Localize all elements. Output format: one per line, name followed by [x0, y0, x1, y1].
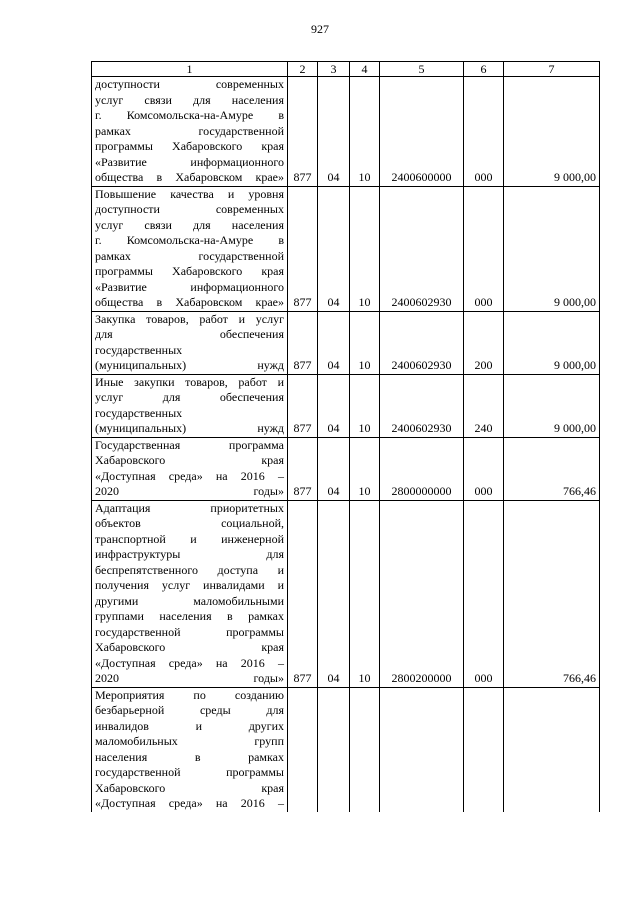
cell-code: [288, 687, 318, 812]
name-line: общества в Хабаровском крае»: [95, 170, 284, 184]
cell-name: [92, 374, 288, 437]
name-line: маломобильных групп: [95, 734, 284, 748]
name-line: населения в рамках: [95, 749, 284, 764]
name-line: государственных: [95, 405, 183, 420]
name-line: «Развитие информационного: [95, 279, 284, 294]
cell-name: [92, 500, 288, 687]
cell-expense-type: 000: [464, 437, 504, 500]
header-cell: 5: [380, 62, 464, 77]
name-line: государственной программы: [95, 765, 284, 779]
cell-target-article: 2400602930: [380, 374, 464, 437]
cell-subsection: [350, 687, 380, 812]
name-line: другими маломобильными: [95, 593, 284, 608]
table-row: [92, 374, 600, 437]
name-line: услуг связи для населения: [95, 217, 284, 232]
cell-code: 877: [288, 186, 318, 311]
name-line: общества в Хабаровском крае»: [95, 295, 284, 309]
table-row: [92, 77, 600, 187]
name-line: государственных: [95, 342, 183, 357]
budget-table: [91, 61, 600, 812]
table-header-row: [92, 62, 600, 77]
cell-name: [92, 311, 288, 374]
name-line: (муниципальных) нужд: [95, 358, 284, 372]
header-cell: 2: [288, 62, 318, 77]
cell-section: 04: [318, 186, 350, 311]
header-cell: 3: [318, 62, 350, 77]
name-line: программы Хабаровского края: [95, 139, 284, 153]
cell-subsection: 10: [350, 77, 380, 187]
cell-target-article: 2400600000: [380, 77, 464, 187]
name-line: инвалидов и других: [95, 718, 284, 733]
name-line: доступности современных: [95, 77, 284, 91]
cell-amount: [504, 687, 600, 812]
cell-amount: 9 000,00: [504, 374, 600, 437]
cell-name: [92, 186, 288, 311]
cell-code: 877: [288, 374, 318, 437]
cell-subsection: 10: [350, 437, 380, 500]
header-cell: 7: [504, 62, 600, 77]
cell-name: [92, 687, 288, 812]
cell-target-article: 2400602930: [380, 186, 464, 311]
cell-subsection: 10: [350, 374, 380, 437]
cell-expense-type: [464, 687, 504, 812]
name-line: Хабаровского края: [95, 640, 284, 654]
cell-amount: 9 000,00: [504, 77, 600, 187]
cell-section: 04: [318, 500, 350, 687]
cell-amount: 766,46: [504, 437, 600, 500]
cell-section: 04: [318, 311, 350, 374]
cell-section: 04: [318, 374, 350, 437]
name-line: Хабаровского края: [95, 780, 284, 795]
table-row: [92, 186, 600, 311]
name-line: рамках государственной: [95, 123, 284, 138]
cell-target-article: 2800000000: [380, 437, 464, 500]
cell-target-article: 2400602930: [380, 311, 464, 374]
name-line: 2020 годы»: [95, 484, 284, 498]
name-line: транспортной и инженерной: [95, 531, 284, 546]
cell-subsection: 10: [350, 500, 380, 687]
cell-expense-type: 000: [464, 500, 504, 687]
cell-code: 877: [288, 500, 318, 687]
cell-amount: 9 000,00: [504, 186, 600, 311]
cell-section: 04: [318, 77, 350, 187]
name-line: получения услуг инвалидами и: [95, 578, 284, 592]
header-cell: 4: [350, 62, 380, 77]
name-line: программы Хабаровского края: [95, 264, 284, 278]
name-line: 2020 годы»: [95, 671, 284, 685]
cell-subsection: 10: [350, 311, 380, 374]
table-row: [92, 437, 600, 500]
cell-code: 877: [288, 311, 318, 374]
name-line: для обеспечения: [95, 327, 284, 341]
cell-amount: 766,46: [504, 500, 600, 687]
name-line: объектов социальной,: [95, 516, 284, 530]
table-row: [92, 311, 600, 374]
name-line: «Доступная среда» на 2016 –: [95, 796, 284, 810]
name-line: государственной программы: [95, 624, 284, 639]
header-cell: 6: [464, 62, 504, 77]
cell-section: 04: [318, 437, 350, 500]
name-line: г. Комсомольска-на-Амуре в: [95, 233, 284, 247]
name-line: безбарьерной среды для: [95, 703, 284, 717]
cell-target-article: [380, 687, 464, 812]
name-line: Мероприятия по созданию: [95, 687, 284, 702]
name-line: Повышение качества и уровня: [95, 186, 284, 201]
cell-expense-type: 240: [464, 374, 504, 437]
name-line: Хабаровского края: [95, 453, 284, 467]
cell-name: [92, 77, 288, 187]
name-line: рамках государственной: [95, 248, 284, 263]
cell-expense-type: 000: [464, 186, 504, 311]
name-line: доступности современных: [95, 202, 284, 216]
name-line: (муниципальных) нужд: [95, 421, 284, 435]
cell-expense-type: 000: [464, 77, 504, 187]
page-number: 927: [311, 22, 329, 36]
cell-target-article: 2800200000: [380, 500, 464, 687]
name-line: «Развитие информационного: [95, 154, 284, 169]
header-cell: 1: [92, 62, 288, 77]
name-line: Государственная программа: [95, 437, 284, 452]
name-line: Адаптация приоритетных: [95, 500, 284, 515]
name-line: услуг связи для населения: [95, 92, 284, 107]
table-row: [92, 500, 600, 687]
name-line: г. Комсомольска-на-Амуре в: [95, 108, 284, 122]
name-line: Иные закупки товаров, работ и: [95, 374, 284, 389]
name-line: «Доступная среда» на 2016 –: [95, 468, 284, 483]
cell-subsection: 10: [350, 186, 380, 311]
name-line: инфраструктуры для: [95, 547, 284, 561]
name-line: группами населения в рамках: [95, 609, 284, 623]
cell-code: 877: [288, 437, 318, 500]
cell-expense-type: 200: [464, 311, 504, 374]
cell-code: 877: [288, 77, 318, 187]
table-row: [92, 687, 600, 812]
name-line: Закупка товаров, работ и услуг: [95, 311, 284, 326]
cell-section: [318, 687, 350, 812]
cell-amount: 9 000,00: [504, 311, 600, 374]
name-line: беспрепятственного доступа и: [95, 562, 284, 577]
name-line: «Доступная среда» на 2016 –: [95, 655, 284, 670]
name-line: услуг для обеспечения: [95, 390, 284, 404]
cell-name: [92, 437, 288, 500]
